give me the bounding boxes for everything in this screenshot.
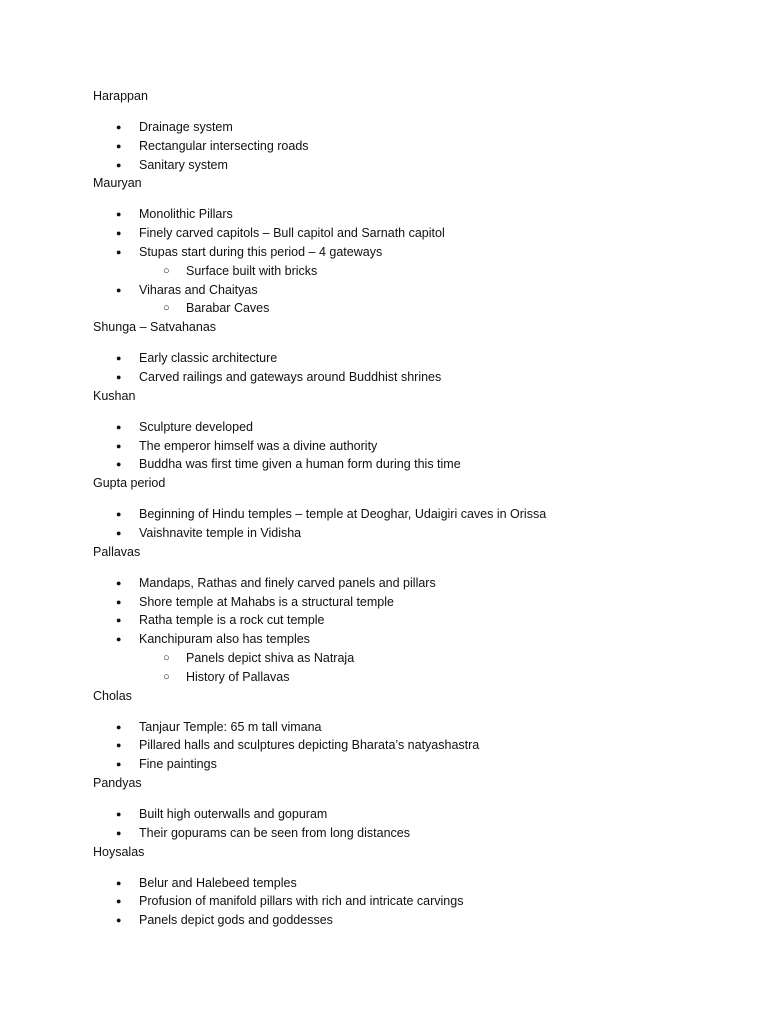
bullet-list — [0, 874, 768, 930]
list-item — [0, 611, 768, 630]
list-item-text: Stupas start during this period – 4 gateways — [139, 244, 383, 259]
bullet-list — [0, 718, 768, 774]
sub-list-item — [0, 649, 768, 668]
list-item — [0, 137, 768, 156]
list-item-text: Beginning of Hindu temples – temple at Deoghar, Udaigiri caves in Orissa — [139, 507, 547, 522]
section-heading: Gupta period — [93, 476, 166, 491]
filled-bullet-icon: ● — [116, 808, 122, 819]
list-item — [0, 505, 768, 524]
sub-list-item — [0, 262, 768, 281]
filled-bullet-icon: ● — [116, 459, 122, 470]
bullet-list — [0, 118, 768, 174]
list-item-text: Drainage system — [139, 120, 233, 134]
filled-bullet-icon: ● — [116, 827, 122, 838]
bullet-list — [0, 349, 768, 387]
list-item — [0, 755, 768, 774]
section-heading: Hoysalas — [93, 844, 145, 859]
filled-bullet-icon: ● — [116, 721, 122, 732]
bullet-list — [0, 805, 768, 843]
list-item — [0, 805, 768, 824]
list-item — [0, 418, 768, 437]
filled-bullet-icon: ● — [116, 371, 122, 382]
filled-bullet-icon: ● — [116, 596, 122, 607]
list-item-text: Sculpture developed — [139, 419, 253, 434]
filled-bullet-icon: ● — [116, 740, 122, 751]
filled-bullet-icon: ● — [116, 209, 122, 220]
filled-bullet-icon: ● — [116, 896, 122, 907]
bullet-list — [0, 574, 768, 687]
list-item-text: Belur and Halebeed temples — [139, 875, 297, 890]
filled-bullet-icon: ● — [116, 122, 122, 132]
section-heading: Harappan — [93, 89, 148, 103]
list-item — [0, 892, 768, 911]
hollow-bullet-icon: ○ — [163, 302, 170, 315]
filled-bullet-icon: ● — [116, 759, 122, 770]
list-item-text: History of Pallavas — [186, 669, 290, 684]
filled-bullet-icon: ● — [116, 615, 122, 626]
list-item-text: Profusion of manifold pillars with rich and intricate carvings — [139, 894, 464, 909]
list-item — [0, 349, 768, 368]
list-item-text: Fine paintings — [139, 757, 217, 772]
list-item — [0, 736, 768, 755]
list-item — [0, 718, 768, 737]
filled-bullet-icon: ● — [116, 577, 122, 588]
list-item-text: Their gopurams can be seen from long distances — [139, 825, 410, 840]
list-item-text: Finely carved capitols – Bull capitol and Sarnath capitol — [139, 226, 445, 241]
filled-bullet-icon: ● — [116, 877, 122, 888]
list-item-text: Barabar Caves — [186, 301, 270, 316]
list-item-text: Buddha was first time given a human form during this time — [139, 457, 461, 472]
list-item-text: Sanitary system — [139, 157, 228, 172]
filled-bullet-icon: ● — [116, 915, 122, 926]
section-heading: Pallavas — [93, 544, 141, 559]
filled-bullet-icon: ● — [116, 284, 122, 295]
section-heading: Kushan — [93, 388, 136, 403]
sub-list-item — [0, 668, 768, 687]
hollow-bullet-icon: ○ — [163, 264, 170, 277]
list-item — [0, 437, 768, 456]
filled-bullet-icon: ● — [116, 246, 122, 257]
list-item-text: Carved railings and gateways around Buddhist shrines — [139, 369, 442, 384]
list-item — [0, 118, 768, 137]
list-item — [0, 824, 768, 843]
list-item-text: Pillared halls and sculptures depicting Bharata’s natyashastra — [139, 738, 480, 753]
list-item-text: Panels depict shiva as Natraja — [186, 650, 355, 665]
list-item-text: Surface built with bricks — [186, 263, 318, 278]
list-item-text: Rectangular intersecting roads — [139, 138, 309, 153]
list-item — [0, 368, 768, 387]
filled-bullet-icon: ● — [116, 353, 122, 364]
list-item-text: Viharas and Chaityas — [139, 282, 258, 297]
list-item — [0, 911, 768, 930]
section-heading: Pandyas — [93, 775, 142, 790]
hollow-bullet-icon: ○ — [163, 651, 170, 664]
list-item-text: Early classic architecture — [139, 351, 278, 366]
list-item-text: Tanjaur Temple: 65 m tall vimana — [139, 719, 322, 734]
section-heading: Cholas — [93, 688, 132, 703]
bullet-list — [0, 418, 768, 474]
list-item — [0, 156, 768, 175]
filled-bullet-icon: ● — [116, 228, 122, 239]
list-item-text: Built high outerwalls and gopuram — [139, 806, 328, 821]
section-heading: Mauryan — [93, 176, 142, 191]
list-item-text: The emperor himself was a divine authority — [139, 438, 378, 453]
filled-bullet-icon: ● — [116, 509, 122, 520]
list-item — [0, 524, 768, 543]
bullet-list — [0, 505, 768, 543]
filled-bullet-icon: ● — [116, 159, 122, 170]
list-item — [0, 224, 768, 243]
filled-bullet-icon: ● — [116, 634, 122, 645]
list-item-text: Monolithic Pillars — [139, 207, 233, 222]
section-heading: Shunga – Satvahanas — [93, 320, 217, 335]
list-item — [0, 281, 768, 300]
list-item-text: Shore temple at Mahabs is a structural temple — [139, 594, 394, 609]
hollow-bullet-icon: ○ — [163, 670, 170, 683]
list-item-text: Mandaps, Rathas and finely carved panels and pillars — [139, 575, 436, 590]
list-item-text: Vaishnavite temple in Vidisha — [139, 525, 302, 540]
filled-bullet-icon: ● — [116, 140, 122, 151]
list-item-text: Ratha temple is a rock cut temple — [139, 613, 325, 628]
list-item — [0, 630, 768, 649]
list-item-text: Kanchipuram also has temples — [139, 632, 310, 647]
list-item — [0, 243, 768, 262]
list-item — [0, 874, 768, 893]
list-item — [0, 574, 768, 593]
list-item-text: Panels depict gods and goddesses — [139, 913, 333, 928]
filled-bullet-icon: ● — [116, 421, 122, 432]
bullet-list — [0, 205, 768, 318]
list-item — [0, 205, 768, 224]
filled-bullet-icon: ● — [116, 440, 122, 451]
list-item — [0, 593, 768, 612]
sub-list-item — [0, 299, 768, 318]
list-item — [0, 455, 768, 474]
filled-bullet-icon: ● — [116, 527, 122, 538]
